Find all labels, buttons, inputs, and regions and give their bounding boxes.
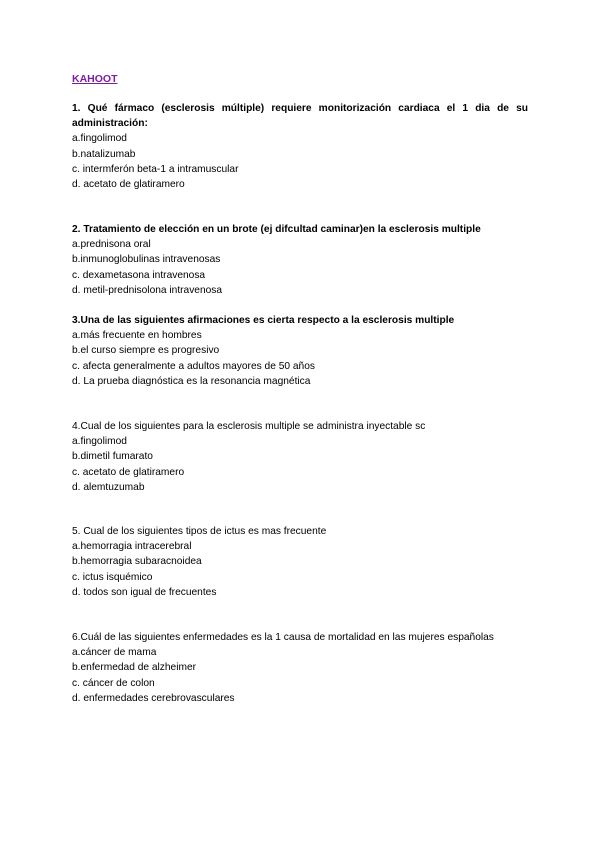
document-title: KAHOOT [72,73,118,85]
question-3 [72,313,528,389]
question-1-option-d: d. acetato de glatiramero [72,179,185,191]
question-4-options [72,434,528,495]
question-5-option-b: b.hemorragia subaracnoidea [72,556,202,568]
question-6-option-c: c. cáncer de colon [72,677,155,689]
question-5-option-c: c. ictus isquémico [72,571,153,583]
question-3-option-d: d. La prueba diagnóstica es la resonancia magnética [72,375,311,387]
question-4 [72,419,528,495]
question-6-options [72,645,528,706]
question-3-option-c: c. afecta generalmente a adultos mayores de 50 años [72,360,315,372]
question-2 [72,222,528,298]
question-5-options [72,539,528,600]
question-4-option-a: a.fingolimod [72,436,127,448]
question-4-option-c: c. acetato de glatiramero [72,466,185,478]
question-6 [72,630,528,706]
question-1 [72,101,528,192]
question-2-option-c: c. dexametasona intravenosa [72,269,206,281]
question-3-options [72,328,528,389]
question-3-option-b: b.el curso siempre es progresivo [72,345,220,357]
question-5-text: 5. Cual de los siguientes tipos de ictus es mas frecuente [72,526,327,537]
question-3-text: 3.Una de las siguientes afirmaciones es cierta respecto a la esclerosis multiple [72,315,455,326]
question-1-text: 1. Qué fármaco (esclerosis múltiple) requiere monitorización cardiaca el 1 dia de su administración: [72,103,528,130]
question-1-option-b: b.natalizumab [72,148,136,160]
question-5 [72,524,528,600]
question-1-option-a: a.fingolimod [72,133,127,145]
question-3-option-a: a.más frecuente en hombres [72,330,202,342]
question-5-option-d: d. todos son igual de frecuentes [72,586,217,598]
question-2-option-d: d. metil-prednisolona intravenosa [72,284,223,296]
question-4-option-b: b.dimetil fumarato [72,451,153,463]
question-1-options [72,131,528,192]
question-6-option-d: d. enfermedades cerebrovasculares [72,692,235,704]
question-2-option-b: b.inmunoglobulinas intravenosas [72,254,221,266]
question-6-option-a: a.cáncer de mama [72,647,157,659]
question-1-option-c: c. intermferón beta-1 a intramuscular [72,163,239,175]
question-2-text: 2. Tratamiento de elección en un brote (ej difcultad caminar)en la esclerosis multiple [72,224,481,235]
question-5-option-a: a.hemorragia intracerebral [72,541,192,553]
question-6-text: 6.Cuál de las siguientes enfermedades es la 1 causa de mortalidad en las mujeres españolas [72,632,494,643]
question-2-option-a: a.prednisona oral [72,239,151,251]
question-4-option-d: d. alemtuzumab [72,481,145,493]
question-4-text: 4.Cual de los siguientes para la esclerosis multiple se administra inyectable sc [72,421,426,432]
question-6-option-b: b.enfermedad de alzheimer [72,662,197,674]
question-2-options [72,237,528,298]
